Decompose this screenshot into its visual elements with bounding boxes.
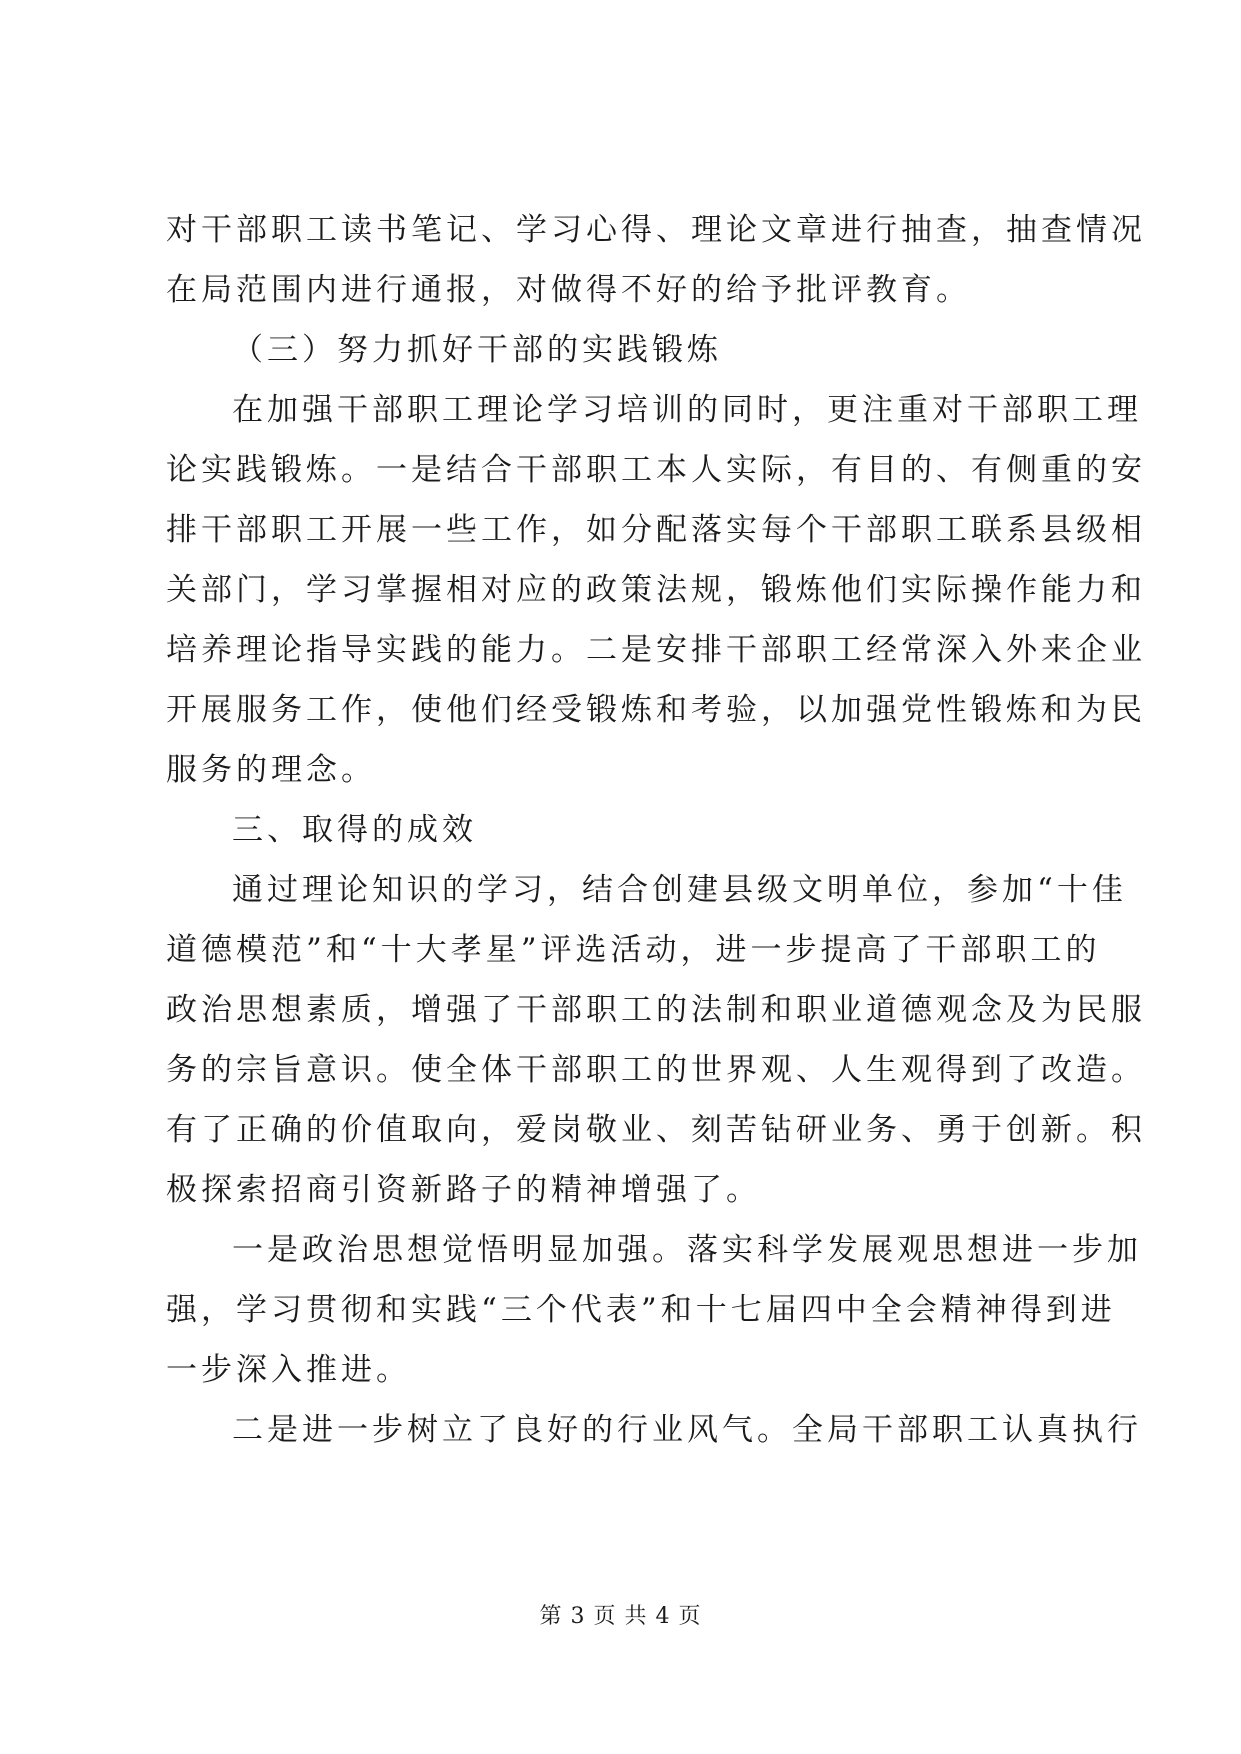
body-line: 服务的理念。 [166,752,376,788]
body-line: 排干部职工开展一些工作，如分配落实每个干部职工联系县级相 [166,512,1146,548]
body-line: 有了正确的价值取向，爱岗敬业、刻苦钻研业务、勇于创新。积 [166,1112,1146,1148]
body-line: 政治思想素质，增强了干部职工的法制和职业道德观念及为民服 [166,992,1146,1028]
body-line: 务的宗旨意识。使全体干部职工的世界观、人生观得到了改造。 [166,1052,1146,1088]
body-line: 培养理论指导实践的能力。二是安排干部职工经常深入外来企业 [166,632,1146,668]
body-line: 极探索招商引资新路子的精神增强了。 [166,1172,761,1208]
body-line: 在加强干部职工理论学习培训的同时，更注重对干部职工理 [232,392,1142,428]
body-line: 在局范围内进行通报，对做得不好的给予批评教育。 [166,272,971,308]
page-footer: 第 3 页 共 4 页 [539,1604,702,1629]
body-line: 通过理论知识的学习，结合创建县级文明单位，参加“十佳 [232,872,1127,908]
section-heading: 三、取得的成效 [232,812,477,848]
body-line: 一是政治思想觉悟明显加强。落实科学发展观思想进一步加 [232,1232,1142,1268]
section-heading: （三）努力抓好干部的实践锻炼 [232,332,722,368]
body-line: 对干部职工读书笔记、学习心得、理论文章进行抽查，抽查情况 [166,212,1146,248]
body-line: 关部门，学习掌握相对应的政策法规，锻炼他们实际操作能力和 [166,572,1146,608]
body-line: 开展服务工作，使他们经受锻炼和考验，以加强党性锻炼和为民 [166,692,1146,728]
body-line: 强，学习贯彻和实践“三个代表”和十七届四中全会精神得到进 [166,1292,1116,1328]
body-line: 一步深入推进。 [166,1352,411,1388]
body-line: 二是进一步树立了良好的行业风气。全局干部职工认真执行 [232,1412,1142,1448]
body-line: 道德模范”和“十大孝星”评选活动，进一步提高了干部职工的 [166,932,1101,968]
body-line: 论实践锻炼。一是结合干部职工本人实际，有目的、有侧重的安 [166,452,1146,488]
